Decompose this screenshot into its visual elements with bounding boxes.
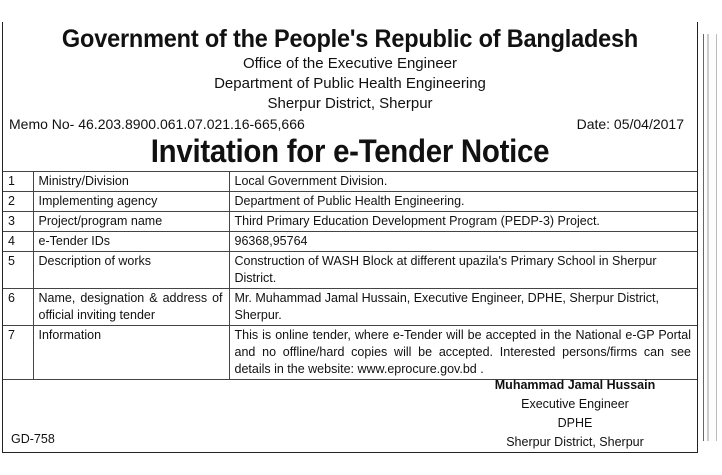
notice-header <box>3 24 697 114</box>
signatory-office: DPHE <box>557 416 593 430</box>
table-row <box>3 289 697 326</box>
memo-number: Memo No- 46.203.8900.061.07.021.16-665,666 <box>9 116 305 132</box>
row-number: 4 <box>3 232 33 252</box>
row-number: 3 <box>3 212 33 232</box>
department-line: Department of Public Health Engineering <box>214 75 486 92</box>
row-value: Local Government Division. <box>229 172 697 192</box>
row-label: Description of works <box>33 252 229 289</box>
row-label: Name, designation & address of official inviting tender <box>33 289 229 326</box>
tender-info-table <box>3 171 697 380</box>
row-value: 96368,95764 <box>229 232 697 252</box>
row-label: Implementing agency <box>33 192 229 212</box>
gd-code: GD-758 <box>11 432 55 446</box>
signature-block <box>475 376 675 452</box>
row-label: Information <box>33 326 229 380</box>
table-row <box>3 172 697 192</box>
row-number: 7 <box>3 326 33 380</box>
memo-row <box>3 115 697 133</box>
row-label: e-Tender IDs <box>33 232 229 252</box>
tender-notice <box>2 22 698 453</box>
notice-title: Invitation for e-Tender Notice <box>150 133 550 169</box>
table-row <box>3 252 697 289</box>
row-number: 6 <box>3 289 33 326</box>
row-value: Department of Public Health Engineering. <box>229 192 697 212</box>
signatory-designation: Executive Engineer <box>521 397 629 411</box>
row-number: 1 <box>3 172 33 192</box>
row-value: Third Primary Education Development Program (PEDP-3) Project. <box>229 212 697 232</box>
adjacent-page-edge <box>703 34 717 441</box>
district-line: Sherpur District, Sherpur <box>267 95 433 112</box>
table-row <box>3 326 697 380</box>
table-row <box>3 232 697 252</box>
row-label: Project/program name <box>33 212 229 232</box>
office-line: Office of the Executive Engineer <box>242 55 457 72</box>
row-number: 5 <box>3 252 33 289</box>
table-row <box>3 212 697 232</box>
row-value: Construction of WASH Block at different upazila's Primary School in Sherpur District. <box>229 252 697 289</box>
row-number: 2 <box>3 192 33 212</box>
memo-date: Date: 05/04/2017 <box>576 116 684 132</box>
row-value: Mr. Muhammad Jamal Hussain, Executive Engineer, DPHE, Sherpur District, Sherpur. <box>229 289 697 326</box>
row-value: This is online tender, where e-Tender will be accepted in the National e-GP Portal and no offline/hard copies will be accepted. Interested persons/firms can see details in the website: www.eprocure.gov.bd . <box>229 326 697 380</box>
signatory-location: Sherpur District, Sherpur <box>506 435 644 449</box>
government-title: Government of the People's Republic of Bangladesh <box>61 25 639 53</box>
table-row <box>3 192 697 212</box>
signatory-name: Muhammad Jamal Hussain <box>494 378 656 392</box>
row-label: Ministry/Division <box>33 172 229 192</box>
